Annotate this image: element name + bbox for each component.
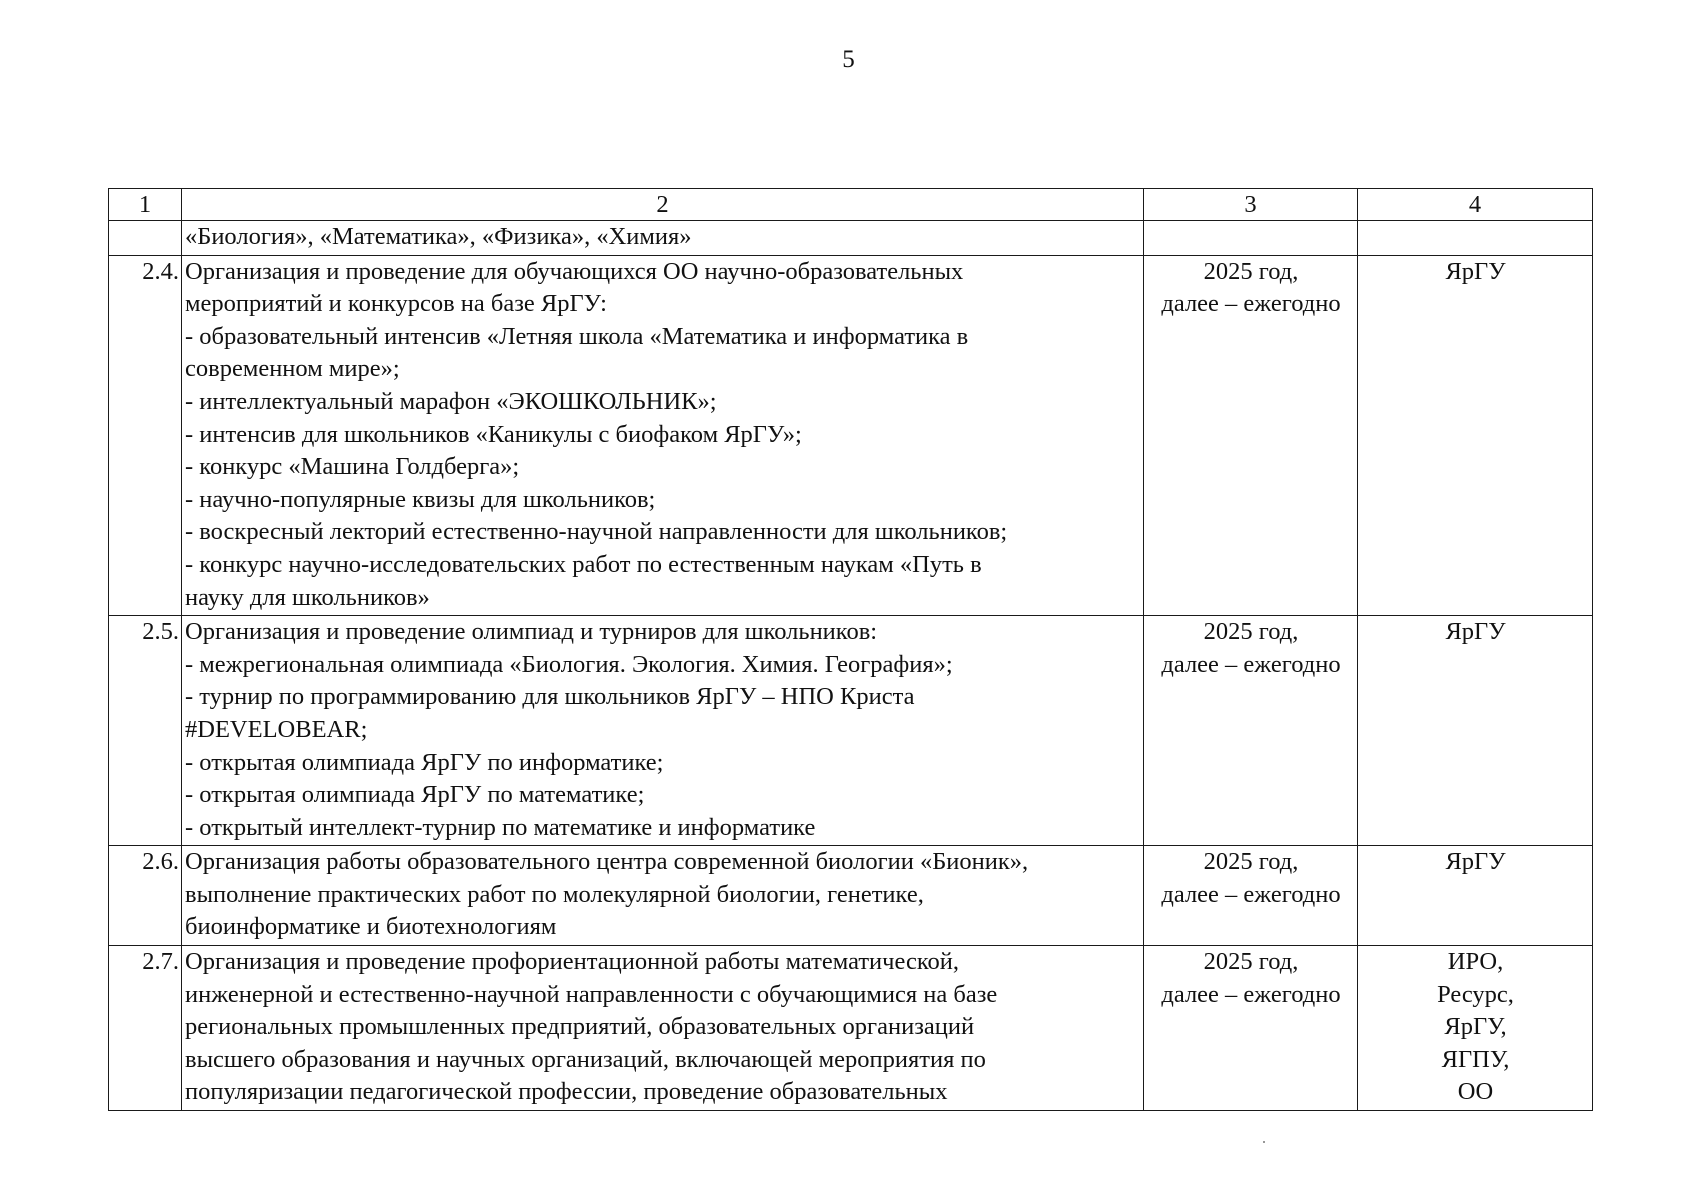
scan-speck: [1263, 1141, 1265, 1143]
activity-text-line: - образовательный интенсив «Летняя школа «Математика и информатика в: [185, 322, 969, 350]
activity-text-line: - конкурс научно-исследовательских работ по естественным наукам «Путь в: [185, 550, 982, 578]
activity-text-line: #DEVELOBEAR;: [185, 715, 368, 743]
activity-text-line: - конкурс «Машина Голдберга»;: [185, 453, 520, 481]
executors: [1358, 255, 1593, 616]
executors: [1358, 221, 1593, 256]
activity-text-line: - межрегиональная олимпиада «Биология. Экология. Химия. География»;: [185, 650, 953, 678]
activity-text-line: выполнение практических работ по молекулярной биологии, генетике,: [185, 880, 924, 908]
executors: [1358, 616, 1593, 846]
activity-text-line: науку для школьников»: [185, 583, 430, 611]
column-header-3: 3: [1144, 189, 1358, 221]
period: [1144, 946, 1358, 1111]
activity-text-line: «Биология», «Математика», «Физика», «Химия»: [185, 223, 692, 250]
activity-text-line: Организация и проведение профориентационной работы математической,: [185, 948, 959, 976]
activity-text: [182, 946, 1144, 1111]
activity-text-line: мероприятий и конкурсов на базе ЯрГУ:: [185, 290, 607, 318]
activity-text-line: Организация и проведение для обучающихся ОО научно-образовательных: [185, 257, 964, 285]
table-row-continuation: [109, 221, 1593, 256]
table-row: [109, 946, 1593, 1111]
column-header-1: 1: [109, 189, 182, 221]
executors-line: ЯГПУ,: [1441, 1045, 1510, 1073]
activity-text-line: - турнир по программированию для школьников ЯрГУ – НПО Криста: [185, 683, 915, 711]
executors-line: ИРО,: [1447, 948, 1504, 976]
activity-text: [182, 255, 1144, 616]
executors-line: ЯрГУ: [1445, 257, 1506, 285]
activity-text-line: популяризации педагогической профессии, проведение образовательных: [185, 1078, 948, 1106]
period-line: далее – ежегодно: [1161, 980, 1341, 1008]
table-row: [109, 255, 1593, 616]
table-header-row: [109, 189, 1593, 221]
row-number: 2.6.: [109, 846, 182, 946]
activity-text-line: - открытый интеллект-турнир по математике и информатике: [185, 813, 816, 841]
activity-text: [182, 616, 1144, 846]
row-number: 2.5.: [109, 616, 182, 846]
row-number: [109, 221, 182, 256]
activity-text-line: - научно-популярные квизы для школьников;: [185, 485, 656, 513]
row-number: 2.4.: [109, 255, 182, 616]
period-line: далее – ежегодно: [1161, 290, 1341, 318]
period: [1144, 616, 1358, 846]
activity-text-line: - интенсив для школьников «Каникулы с биофаком ЯрГУ»;: [185, 420, 802, 448]
activity-text: [182, 221, 1144, 256]
table-row: [109, 616, 1593, 846]
activity-text-line: Организация работы образовательного центра современной биологии «Бионик»,: [185, 848, 1029, 876]
page-number: 5: [842, 46, 855, 73]
period-line: далее – ежегодно: [1161, 650, 1341, 678]
period: [1144, 221, 1358, 256]
activity-text-line: современном мире»;: [185, 355, 400, 383]
activity-text-line: - открытая олимпиада ЯрГУ по информатике;: [185, 748, 664, 776]
period: [1144, 846, 1358, 946]
activity-plan-table: [108, 188, 1593, 1111]
column-header-2: 2: [182, 189, 1144, 221]
executors-line: Ресурс,: [1437, 980, 1514, 1008]
executors-line: ЯрГУ: [1445, 848, 1506, 876]
period-line: 2025 год,: [1203, 948, 1299, 976]
activity-text-line: инженерной и естественно-научной направленности с обучающимися на базе: [185, 980, 998, 1008]
table-row: [109, 846, 1593, 946]
period-line: далее – ежегодно: [1161, 880, 1341, 908]
row-number: 2.7.: [109, 946, 182, 1111]
executors-line: ЯрГУ: [1445, 618, 1506, 646]
activity-text-line: Организация и проведение олимпиад и турниров для школьников:: [185, 618, 878, 646]
activity-text-line: - интеллектуальный марафон «ЭКОШКОЛЬНИК»;: [185, 387, 717, 415]
period: [1144, 255, 1358, 616]
activity-text-line: биоинформатике и биотехнологиям: [185, 913, 557, 941]
period-line: 2025 год,: [1203, 618, 1299, 646]
activity-text-line: высшего образования и научных организаций, включающей мероприятия по: [185, 1045, 986, 1073]
column-header-4: 4: [1358, 189, 1593, 221]
period-line: 2025 год,: [1203, 257, 1299, 285]
executors: [1358, 946, 1593, 1111]
activity-text-line: - воскресный лекторий естественно-научной направленности для школьников;: [185, 518, 1008, 546]
activity-text: [182, 846, 1144, 946]
period-line: 2025 год,: [1203, 848, 1299, 876]
executors: [1358, 846, 1593, 946]
executors-line: ОО: [1457, 1078, 1494, 1106]
activity-text-line: региональных промышленных предприятий, образовательных организаций: [185, 1013, 975, 1041]
executors-line: ЯрГУ,: [1444, 1013, 1507, 1041]
activity-text-line: - открытая олимпиада ЯрГУ по математике;: [185, 781, 645, 809]
